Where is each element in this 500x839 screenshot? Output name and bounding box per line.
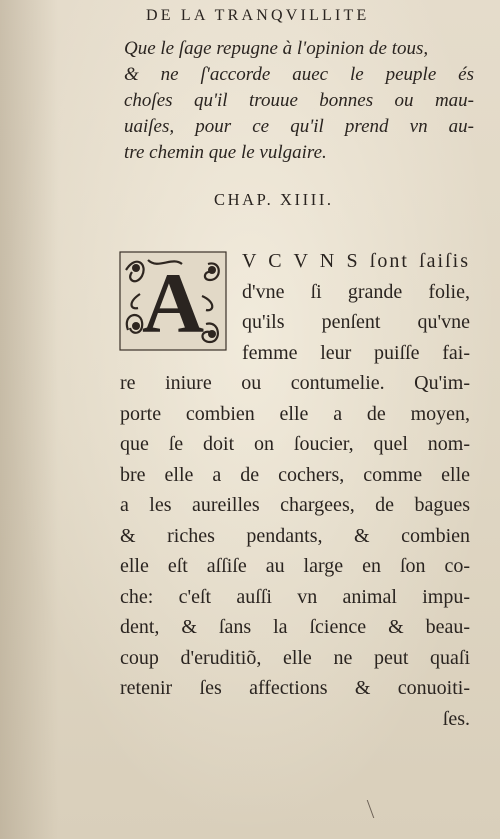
body-line: d'vne ſi grande folie, [242,280,470,303]
body-line: que ſe doit on ſoucier, quel nom- [120,433,470,455]
chapter-summary [124,36,474,166]
summary-line: & ne ſ'accorde auec le peuple és [124,64,474,85]
body-line: femme leur puiſſe fai- [242,341,470,364]
body-line: che: c'eſt auſſi vn animal impu- [120,585,470,608]
summary-line: uaiſes, pour ce qu'il prend vn au- [124,116,474,137]
summary-line: choſes qu'il trouue bonnes ou mau- [124,90,474,111]
body-line: re iniure ou contumelie. Qu'im- [120,372,470,394]
body-line: bre elle a de cochers, comme elle [120,463,470,486]
body-line: & riches pendants, & combien [120,524,470,547]
body-line: ſes. [442,707,470,730]
body-line: qu'ils penſent qu'vne [242,311,470,333]
summary-line: tre chemin que le vulgaire. [124,142,327,163]
page-gutter-shadow [0,0,58,839]
body-text [120,246,470,734]
body-line: V C V N S ſont ſaiſis [242,250,470,272]
body-line: retenir ſes affections & conuoiti- [120,677,470,699]
body-line: dent, & ſans la ſcience & beau- [120,616,470,638]
summary-line: Que le ſage repugne à l'opinion de tous, [124,38,429,59]
signature-mark [367,800,389,818]
running-head: DE LA TRANQVILLITE [146,7,370,24]
chapter-heading: CHAP. XIIII. [214,190,334,209]
body-line: coup d'eruditiõ, elle ne peut quaſi [120,646,470,669]
initial-letter: A [141,255,205,351]
body-line: a les aureilles chargees, de bagues [120,494,470,516]
body-line: porte combien elle a de moyen, [120,402,470,425]
body-line: elle eſt aſſiſe au large en ſon co- [120,555,470,577]
